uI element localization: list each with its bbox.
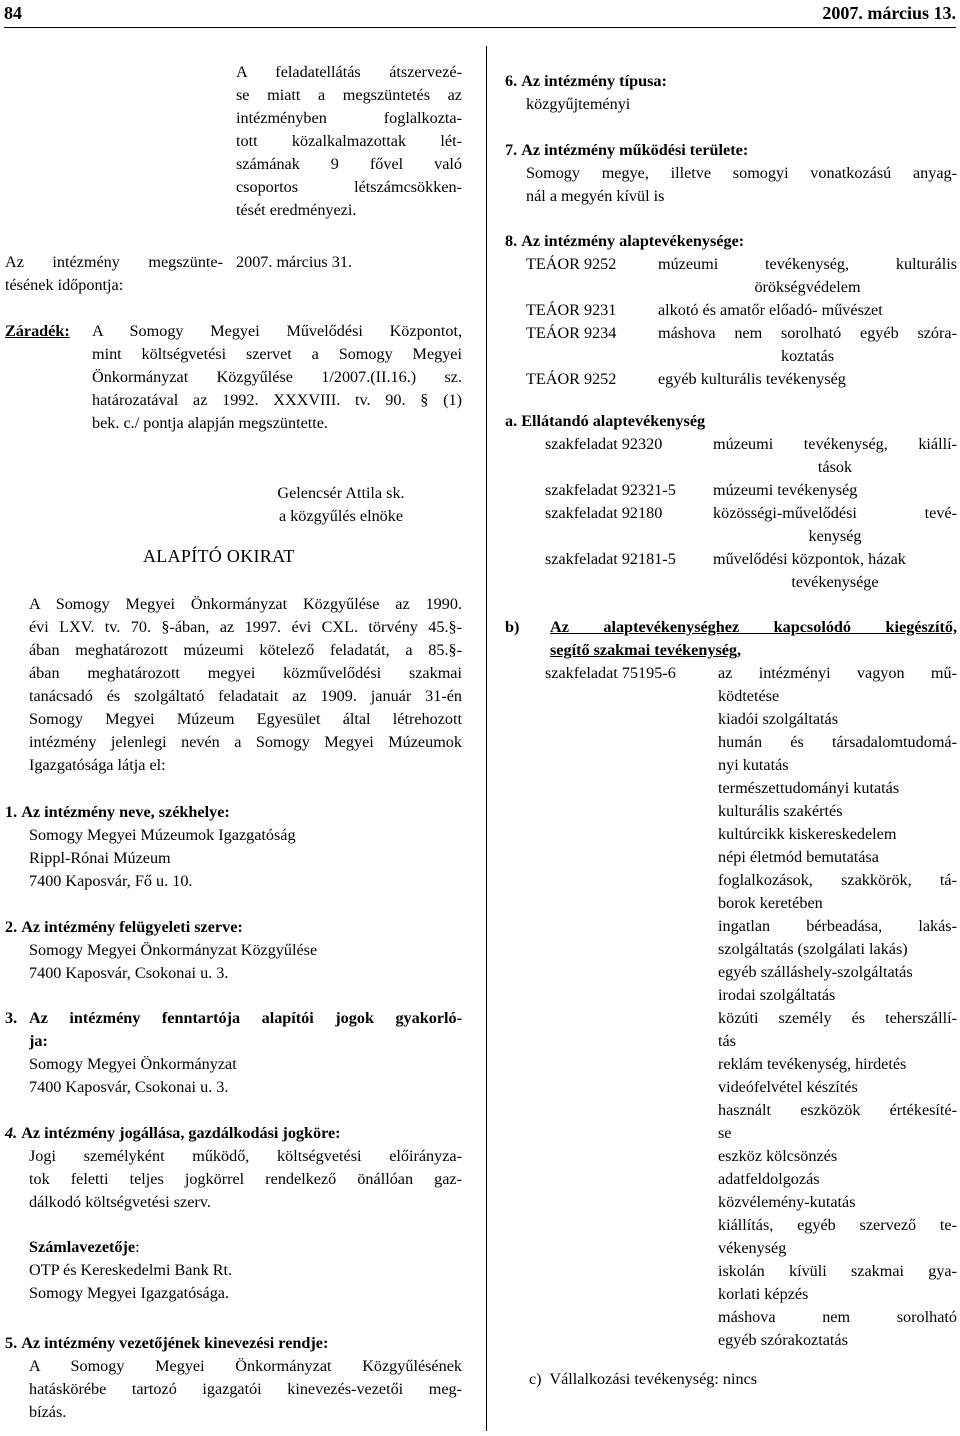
zaradek-label-text: Záradék: [5, 322, 70, 340]
section-number: 4. [5, 1124, 18, 1142]
activity-item: használt eszközök értékesíté- [718, 1101, 957, 1119]
section-1 [5, 801, 465, 893]
szakfeladat-desc: tevékenysége [791, 573, 879, 591]
teaor-row [505, 368, 957, 391]
header-date: 2007. március 13. [822, 3, 956, 23]
teaor-desc: örökségvédelem [754, 278, 861, 296]
document-title: ALAPÍTÓ OKIRAT [143, 546, 295, 566]
szakfeladat-code: szakfeladat 92180 [545, 504, 663, 522]
intro-line: intézményben foglalkozta- [236, 109, 462, 127]
zaradek-line: mint költségvetési szervet a Somogy Megyei [92, 345, 462, 363]
page-header [4, 0, 956, 28]
subsection-title: Ellátandó alaptevékenység [521, 412, 706, 430]
preamble-line: évi LXV. tv. 70. §-ában, az 1997. évi CXL. törvény 45.§- [29, 618, 462, 636]
teaor-desc: koztatás [780, 347, 835, 365]
signer-title: a közgyűlés elnöke [278, 507, 404, 525]
signer-name: Gelencsér Attila sk. [277, 484, 405, 502]
szakfeladat-row [505, 662, 957, 1352]
preamble-line: ában meghatározott megyei közművelődési szakmai [29, 664, 462, 682]
activity-item: nyi kutatás [718, 756, 789, 774]
activity-item: irodai szolgáltatás [718, 986, 836, 1004]
activity-item: máshova nem sorolható [718, 1308, 957, 1326]
section-8 [505, 230, 957, 391]
termination-label-line: Az intézmény megszünte- [5, 253, 223, 271]
preamble-line: Igazgatósága látja el: [29, 756, 166, 774]
page-number: 84 [4, 3, 22, 23]
zaradek-line: A Somogy Megyei Művelődési Központot, [92, 322, 462, 340]
subsection-label: a. [505, 412, 518, 430]
section-line: bízás. [29, 1403, 67, 1421]
preamble-line: intézmény jelenlegi nevén a Somogy Megyei Múzeumok [29, 733, 462, 751]
teaor-list [505, 253, 957, 391]
section-line: Rippl-Rónai Múzeum [29, 849, 171, 867]
teaor-code: TEÁOR 9252 [526, 255, 617, 273]
szakfeladat-code: szakfeladat 92321-5 [545, 481, 676, 499]
teaor-desc: egyéb kulturális tevékenység [658, 370, 846, 388]
preamble-line: ában meghatározott múzeumi kötelező feladatát, a 85.§- [29, 641, 462, 659]
section-line: dálkodó költségvetési szerv. [29, 1193, 211, 1211]
teaor-desc: múzeumi tevékenység, kulturális [658, 255, 957, 273]
termination-label [5, 251, 223, 297]
subsection-label: b) [505, 618, 520, 636]
section-title-cont: ja: [29, 1032, 48, 1050]
section-title: Az intézmény típusa: [521, 72, 667, 90]
subsection-label: c) [529, 1370, 542, 1388]
szakfeladat-row [505, 502, 957, 548]
activity-list [718, 662, 957, 1352]
section-number: 5. [5, 1334, 18, 1352]
intro-line: A feladatellátás átszervezé- [236, 63, 462, 81]
zaradek-line: határozatával az 1992. XXXVIII. tv. 90. § (1) [92, 391, 462, 409]
teaor-desc: máshova nem sorolható egyéb szóra- [658, 324, 957, 342]
intro-line: se miatt a megszüntetés az [236, 86, 462, 104]
szakfeladat-code: szakfeladat 92320 [545, 435, 663, 453]
section-number: 1. [5, 803, 18, 821]
activity-item: tás [718, 1032, 736, 1050]
zaradek-line: bek. c./ pontja alapján megszüntette. [92, 414, 328, 432]
section-title: Az intézmény fenntartója alapítói jogok gyakorló- [29, 1009, 462, 1027]
activity-item: kultúrcikk kiskereskedelem [718, 825, 897, 843]
activity-item: reklám tevékenység, hirdetés [718, 1055, 907, 1073]
section-line: A Somogy Megyei Önkormányzat Közgyűlésének [29, 1357, 462, 1375]
teaor-code: TEÁOR 9252 [526, 370, 617, 388]
section-number: 6. [505, 72, 518, 90]
activity-item: népi életmód bemutatása [718, 848, 879, 866]
activity-item: iskolán kívüli szakmai gya- [718, 1262, 957, 1280]
szakfeladat-row [505, 433, 957, 479]
szakfeladat-desc: múzeumi tevékenység [713, 481, 858, 499]
activity-item: egyéb szórakoztatás [718, 1331, 848, 1349]
termination-label-line: tésének időpontja: [5, 276, 124, 294]
szakfeladat-row [505, 479, 957, 502]
teaor-row [505, 253, 957, 299]
subsection-text: Vállalkozási tevékenység: nincs [549, 1370, 758, 1388]
account-label: Számlavezetője [29, 1238, 136, 1256]
section-title: Az intézmény jogállása, gazdálkodási jogköre: [21, 1124, 341, 1142]
teaor-row [505, 299, 957, 322]
section-line: 7400 Kaposvár, Csokonai u. 3. [29, 964, 229, 982]
preamble-line: tanácsadó és szolgáltató feladatait az 1909. január 31-én [29, 687, 462, 705]
activity-item: humán és társadalomtudomá- [718, 733, 957, 751]
section-2 [5, 916, 465, 985]
section-7 [505, 139, 957, 208]
section-6 [505, 70, 957, 116]
activity-item: videófelvétel készítés [718, 1078, 858, 1096]
header-rule [4, 27, 956, 28]
termination-date: 2007. március 31. [236, 253, 352, 271]
activity-item: egyéb szálláshely-szolgáltatás [718, 963, 913, 981]
activity-item: kulturális szakértés [718, 802, 843, 820]
intro-line: csoportos létszámcsökken- [236, 178, 462, 196]
activity-item: eszköz kölcsönzés [718, 1147, 838, 1165]
account-line: OTP és Kereskedelmi Bank Rt. [29, 1261, 233, 1279]
szakfeladat-desc: művelődési központok, házak [713, 550, 906, 568]
activity-item: adatfeldolgozás [718, 1170, 820, 1188]
section-c [529, 1368, 757, 1391]
zaradek-label [5, 320, 70, 343]
section-line: Somogy Megyei Múzeumok Igazgatóság [29, 826, 296, 844]
subsection-title-cont: segítő szakmai tevékenység, [550, 641, 742, 659]
section-title: Az intézmény felügyeleti szerve: [21, 918, 243, 936]
activity-item: kiállítás, egyéb szervező te- [718, 1216, 957, 1234]
subsection-title: Az alaptevékenységhez kapcsolódó kiegészítő, [550, 618, 957, 636]
teaor-code: TEÁOR 9234 [526, 324, 617, 342]
account-colon: : [135, 1238, 140, 1256]
activity-item: vékenység [718, 1239, 787, 1257]
intro-line: tését eredményezi. [236, 201, 357, 219]
intro-line: számának 9 fővel való [236, 155, 462, 173]
section-line: hatáskörébe tartozó igazgatói kinevezés-vezetői meg- [29, 1380, 462, 1398]
signature-block [236, 482, 446, 528]
activity-item: korlati képzés [718, 1285, 809, 1303]
zaradek-text [92, 320, 462, 435]
szakfeladat-desc: kenység [808, 527, 862, 545]
preamble-line: Somogy Megyei Múzeum Egyesület által létrehozott [29, 710, 462, 728]
section-line: Somogy Megyei Önkormányzat [29, 1055, 237, 1073]
activity-item: közvélemény-kutatás [718, 1193, 856, 1211]
szakfeladat-code: szakfeladat 92181-5 [545, 550, 676, 568]
section-title: Az intézmény alaptevékenysége: [521, 232, 745, 250]
section-number: 8. [505, 232, 518, 250]
intro-line: tott közalkalmazottak lét- [236, 132, 462, 150]
section-line: Somogy Megyei Önkormányzat Közgyűlése [29, 941, 318, 959]
szakfeladat-code: szakfeladat 75195-6 [545, 664, 676, 682]
activity-item: az intézményi vagyon mű- [718, 664, 957, 682]
activity-item: foglalkozások, szakkörök, tá- [718, 871, 957, 889]
section-number: 7. [505, 141, 518, 159]
section-line: nál a megyén kívül is [526, 187, 665, 205]
section-title: Az intézmény neve, székhelye: [21, 803, 230, 821]
activity-item: ingatlan bérbeadása, lakás- [718, 917, 957, 935]
preamble [29, 593, 462, 777]
szakfeladat-row [505, 548, 957, 594]
activity-item: se [718, 1124, 732, 1142]
intro-paragraph [236, 61, 462, 222]
zaradek-line: Önkormányzat Közgyűlése 1/2007.(II.16.) sz. [92, 368, 462, 386]
teaor-code: TEÁOR 9231 [526, 301, 617, 319]
szakfeladat-desc: múzeumi tevékenység, kiállí- [713, 435, 957, 453]
section-line: 7400 Kaposvár, Csokonai u. 3. [29, 1078, 229, 1096]
activity-item: kiadói szolgáltatás [718, 710, 839, 728]
section-5 [5, 1332, 465, 1424]
section-title: Az intézmény működési területe: [521, 141, 749, 159]
section-line: tok feletti teljes jogkörrel rendelkező önállóan gaz- [29, 1170, 462, 1188]
teaor-row [505, 322, 957, 368]
section-line: Jogi személyként működő, költségvetési előirányza- [29, 1147, 462, 1165]
section-a [505, 410, 957, 594]
section-line: 7400 Kaposvár, Fő u. 10. [29, 872, 193, 890]
section-number: 2. [5, 918, 18, 936]
section-3 [5, 1007, 465, 1099]
section-4 [5, 1122, 465, 1305]
section-b [505, 616, 957, 1352]
preamble-line: A Somogy Megyei Önkormányzat Közgyűlése az 1990. [29, 595, 462, 613]
account-line: Somogy Megyei Igazgatósága. [29, 1284, 230, 1302]
activity-item: szolgáltatás (szolgálati lakás) [718, 940, 908, 958]
section-title: Az intézmény vezetőjének kinevezési rendje: [21, 1334, 329, 1352]
section-line: Somogy megye, illetve somogyi vonatkozású anyag- [526, 164, 957, 182]
section-number: 3. [5, 1009, 18, 1027]
column-divider [486, 46, 487, 1431]
activity-item: ködtetése [718, 687, 780, 705]
szakfeladat-desc: tások [817, 458, 853, 476]
activity-item: természettudományi kutatás [718, 779, 900, 797]
teaor-desc: alkotó és amatőr előadó- művészet [658, 301, 883, 319]
szakfeladat-desc: közösségi-művelődési tevé- [713, 504, 957, 522]
activity-item: közúti személy és teherszállí- [718, 1009, 957, 1027]
section-line: közgyűjteményi [526, 95, 631, 113]
activity-item: borok keretében [718, 894, 823, 912]
